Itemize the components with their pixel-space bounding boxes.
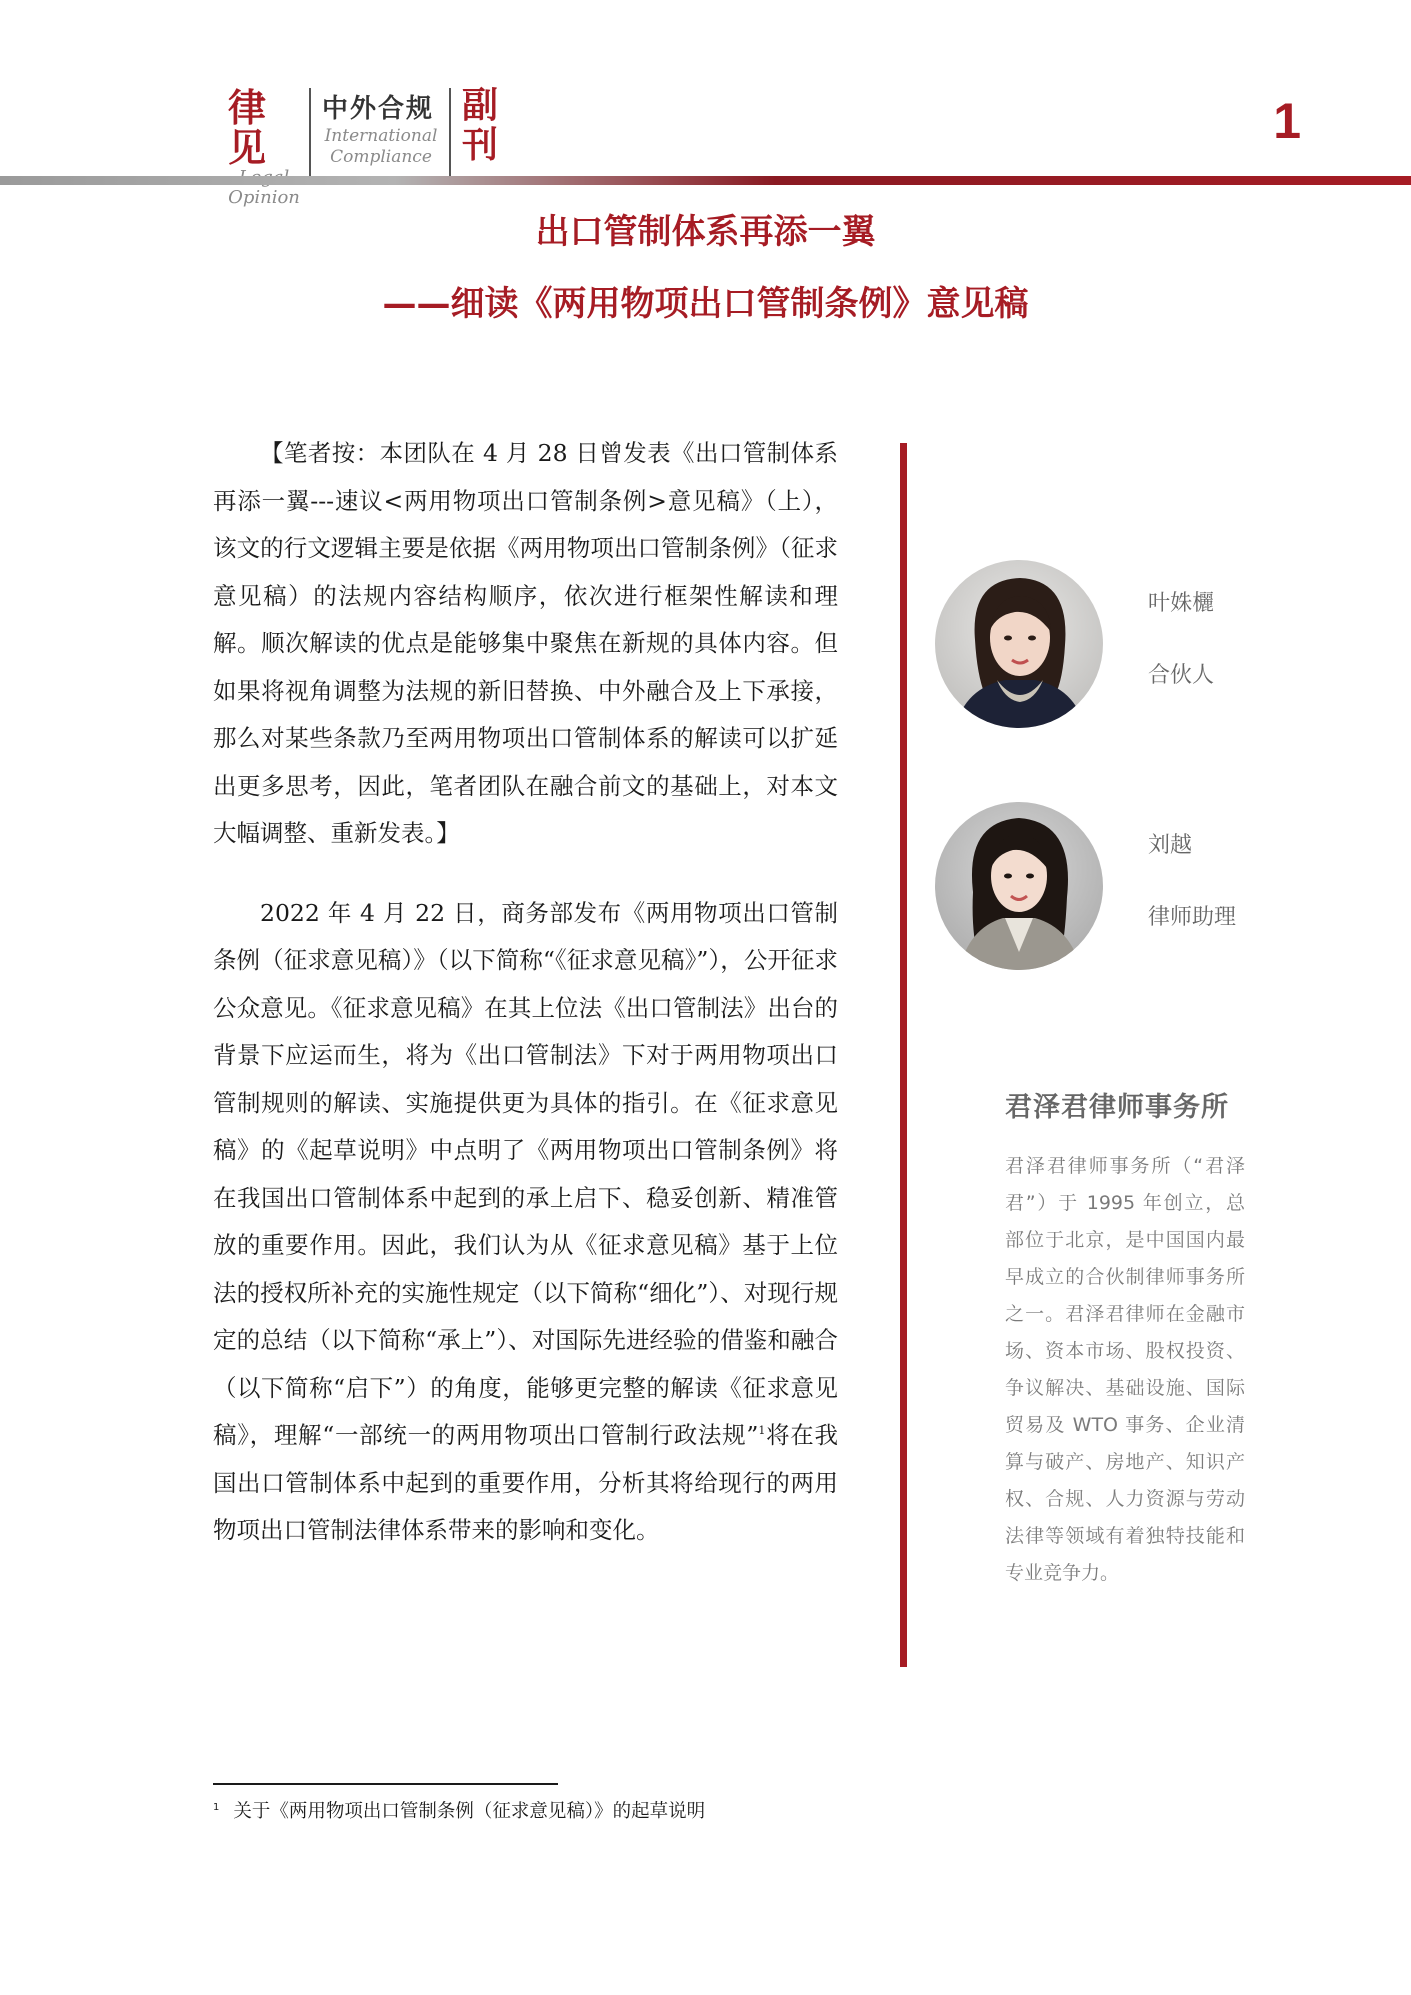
section-en-line2: Compliance (330, 147, 432, 167)
brand-section-international-compliance (322, 92, 440, 168)
footnote-text: 关于《两用物项出口管制条例（征求意见稿）》的起草说明 (233, 1801, 706, 1822)
person-name: 刘越 (1148, 833, 1193, 858)
paragraph-text: 将在我国出口管制体系中起到的重要作用，分析其将给现行的两用物项出口管制法律体系带来的影响和变化。 (213, 1421, 839, 1544)
page-number: 1 (1273, 93, 1301, 149)
portrait-photo (935, 560, 1103, 728)
article-title (0, 210, 1411, 326)
page-header (0, 0, 1411, 208)
article-body (213, 430, 838, 1555)
firm-name: 君泽君律师事务所 (1005, 1092, 1229, 1123)
supplement-char1: 副 (461, 85, 498, 126)
person-name: 叶姝欐 (1148, 591, 1215, 616)
person-role: 合伙人 (1148, 663, 1215, 688)
brand-logo-legal-opinion (228, 86, 300, 208)
portrait-photo (935, 802, 1103, 970)
footnote-divider (213, 1783, 558, 1785)
paragraph-text: 2022 年 4 月 22 日，商务部发布《两用物项出口管制条例（征求意见稿）》（以下简称“《征求意见稿》”），公开征求公众意见。《征求意见稿》在其上位法《出口管制法》出台的背景下应运而生，将为《出口管制法》下对于两用物项出口管制规则的解读、实施提供更为具体的指引。在《征求意见稿》的《起草说明》中点明了《两用物项出口管制条例》将在我国出口管制体系中起到的承上启下、稳妥创新、精准管放的重要作用。因此，我们认为从《征求意见稿》基于上位法的授权所补充的实施性规定（以下简称“细化”）、对现行规定的总结（以下简称“承上”）、对国际先进经验的借鉴和融合（以下简称“启下”）的角度，能够更完整的解读《征求意见稿》，理解“一部统一的两用物项出口管制行政法规” (213, 898, 838, 1449)
brand-cn: 律见 (228, 86, 269, 170)
title-subtitle: ——细读《两用物项出口管制条例》意见稿 (382, 284, 1029, 324)
firm-description: 君泽君律师事务所（“君泽君”）于 1995 年创立，总部位于北京，是中国国内最早成立的合伙制律师事务所之一。君泽君律师在金融市场、资本市场、股权投资、争议解决、基础设施、国际贸易及 WTO 事务、企业清算与破产、房地产、知识产权、合规、人力资源与劳动法律等领域有着独特技能和专业竞争力。 (1005, 1155, 1245, 1584)
brand-en-line2: Opinion (228, 187, 300, 208)
body-paragraph (213, 890, 838, 1555)
supplement-label (460, 86, 500, 166)
sidebar-accent-bar (900, 443, 907, 1667)
brand-divider (309, 88, 311, 178)
footnote (213, 1797, 705, 1823)
supplement-char2: 刊 (461, 125, 498, 166)
header-rule (0, 176, 1411, 185)
footnote-marker: 1 (213, 1801, 220, 1813)
brand-divider (449, 88, 451, 178)
section-en-line1: International (324, 126, 438, 146)
person-role: 律师助理 (1148, 905, 1237, 930)
footnote-ref[interactable]: 1 (758, 1424, 766, 1438)
section-cn: 中外合规 (322, 94, 435, 124)
editor-note-paragraph: 【笔者按：本团队在 4 月 28 日曾发表《出口管制体系再添一翼---速议<两用物项出口管制条例>意见稿》（上），该文的行文逻辑主要是依据《两用物项出口管制条例》（征求意见稿）的法规内容结构顺序，依次进行框架性解读和理解。顺次解读的优点是能够集中聚焦在新规的具体内容。但如果将视角调整为法规的新旧替换、中外融合及上下承接，那么对某些条款乃至两用物项出口管制体系的解读可以扩延出更多思考，因此，笔者团队在融合前文的基础上，对本文大幅调整、重新发表。】 (213, 439, 838, 847)
title-main: 出口管制体系再添一翼 (535, 212, 876, 252)
